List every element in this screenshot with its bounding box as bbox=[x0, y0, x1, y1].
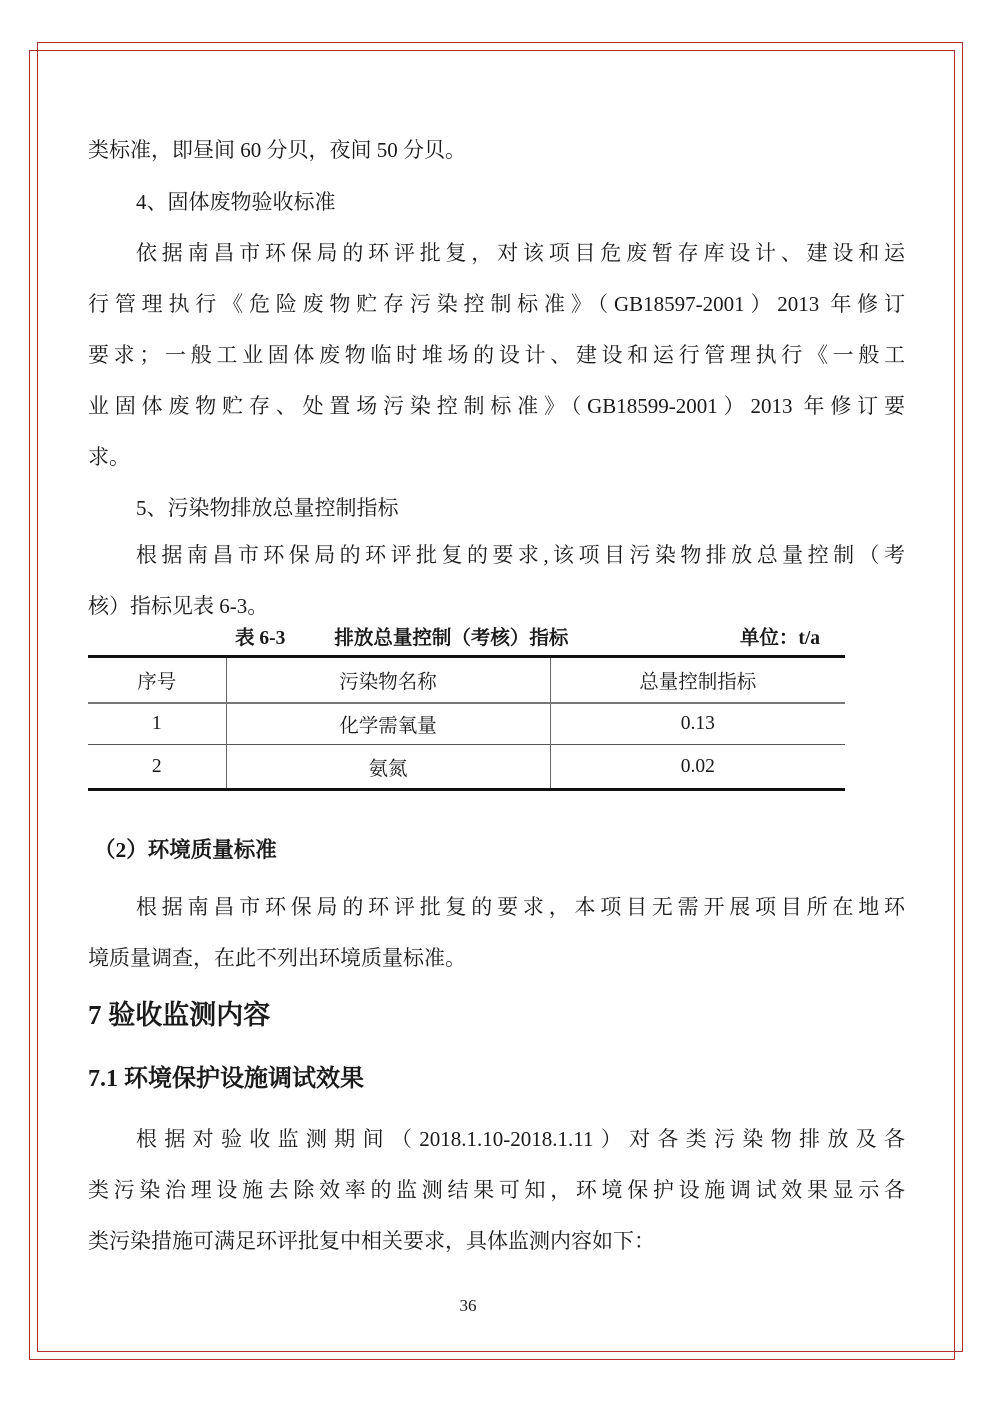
table-cell: 1 bbox=[151, 712, 162, 734]
section2-line: 境质量调查，在此不列出环境质量标准。 bbox=[88, 946, 466, 970]
item5-heading: 5、污染物排放总量控制指标 bbox=[136, 496, 399, 520]
table-caption-title: 排放总量控制（考核）指标 bbox=[334, 628, 569, 649]
chapter7-title: 7 验收监测内容 bbox=[88, 1000, 271, 1030]
table-caption-label: 表 6-3 bbox=[235, 628, 286, 649]
item5-line: 核）指标见表 6-3。 bbox=[88, 594, 269, 618]
table-6-3-caption bbox=[88, 618, 845, 654]
section2-line: 根据南昌市环保局的环评批复的要求，本项目无需开展项目所在地环 bbox=[136, 895, 905, 919]
chapter7-line: 根据对验收监测期间（2018.1.10-2018.1.11）对各类污染物排放及各 bbox=[136, 1127, 905, 1151]
item4-line: 求。 bbox=[88, 445, 130, 469]
page-number: 36 bbox=[459, 1296, 477, 1315]
table-header-row bbox=[88, 657, 845, 703]
item4-heading: 4、固体废物验收标准 bbox=[136, 190, 336, 214]
table-header-cell: 总量控制指标 bbox=[639, 671, 757, 693]
table-header-cell: 序号 bbox=[137, 671, 177, 693]
table-cell: 化学需氧量 bbox=[226, 703, 550, 745]
item4-line: 依据南昌市环保局的环评批复，对该项目危废暂存库设计、建设和运 bbox=[136, 241, 905, 265]
table-cell: 氨氮 bbox=[226, 745, 550, 790]
item4-line: 业固体废物贮存、处置场污染控制标准》（GB18599-2001）2013 年修订要 bbox=[88, 394, 905, 418]
table-cell: 0.13 bbox=[680, 712, 715, 734]
chapter7-line: 类污染治理设施去除效率的监测结果可知，环境保护设施调试效果显示各 bbox=[88, 1178, 905, 1202]
table-cell: 2 bbox=[151, 755, 162, 777]
item5-line: 根据南昌市环保局的环评批复的要求,该项目污染物排放总量控制（考 bbox=[136, 543, 905, 567]
table-6-3 bbox=[88, 655, 845, 791]
item4-line: 要求；一般工业固体废物临时堆场的设计、建设和运行管理执行《一般工 bbox=[88, 343, 905, 367]
chapter7-line: 类污染措施可满足环评批复中相关要求，具体监测内容如下： bbox=[88, 1229, 655, 1253]
table-header-cell: 污染物名称 bbox=[226, 657, 550, 703]
table-row bbox=[88, 703, 845, 745]
table-cell: 0.02 bbox=[680, 755, 715, 777]
section2-heading: （2）环境质量标准 bbox=[94, 838, 277, 862]
noise-standard-line: 类标准，即昼间 60 分贝，夜间 50 分贝。 bbox=[88, 138, 466, 162]
table-caption-unit: 单位：t/a bbox=[739, 628, 820, 649]
item4-line: 行管理执行《危险废物贮存污染控制标准》（GB18597-2001）2013 年修订 bbox=[88, 292, 905, 316]
table-row bbox=[88, 745, 845, 790]
section7-1-title: 7.1 环境保护设施调试效果 bbox=[88, 1066, 364, 1092]
